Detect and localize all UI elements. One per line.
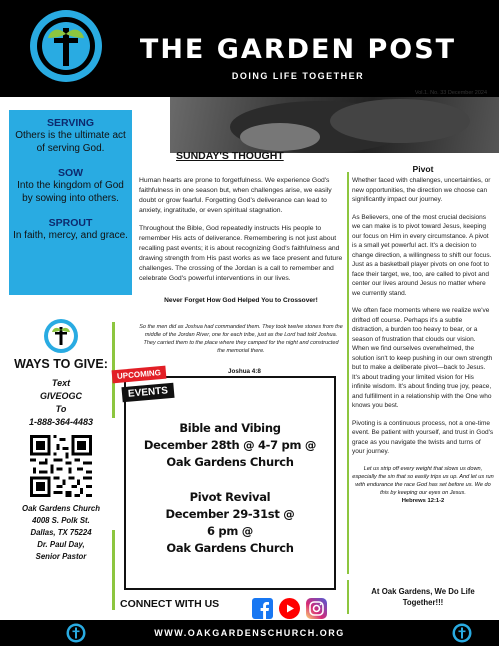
praying-hands-photo [170, 97, 499, 153]
newsletter-tagline: DOING LIFE TOGETHER [231, 71, 365, 81]
youtube-icon[interactable] [279, 598, 300, 619]
address-line: 4008 S. Polk St. [32, 516, 90, 525]
address-line: Dr. Paul Day, [37, 540, 85, 549]
event-date: December 29-31st @ [165, 507, 295, 521]
divider [347, 172, 349, 574]
give-keyword: GIVEOGC [39, 391, 82, 401]
divider [112, 530, 115, 610]
values-box [9, 110, 132, 295]
ways-to-give-section [10, 308, 112, 628]
values-text-sow: Into the kingdom of God by sowing into others. [17, 180, 124, 204]
event-location: Oak Gardens Church [166, 541, 294, 555]
sunday-thought-highlight: Never Forget How God Helped You to Crossover! [164, 297, 318, 304]
give-text-line: Text [51, 378, 71, 388]
values-heading-sow: SOW [57, 167, 84, 179]
event-time: 6 pm @ [207, 524, 253, 538]
article-paragraph: Throughout the Bible, God repeatedly instructs His people to remember His acts of deliverance. Remembering is not just about recalling past events; it is about recognizing God's faithfulness and drawing strength from His past works as we face present and future challenges. The crossing of the Jordan is a call to remember and celebrate God's powerful interventions in our lives. [139, 225, 343, 282]
scripture-reference: Joshua 4:8 [228, 368, 261, 375]
divider [347, 580, 349, 614]
give-phone[interactable]: 1-888-364-4483 [28, 417, 94, 427]
church-logo-icon [452, 623, 472, 643]
upcoming-badge: UPCOMING [112, 366, 167, 384]
article-paragraph: As Believers, one of the most crucial decisions we can make is to pivot toward Jesus, keeping our focus on Him in every circumstance. A pivot is a small yet powerful act. It's a decision to change direction, a willingness to shift our focus. Just as a basketball player pivots on one foot to face their target, we, too, are called to pivot and center our lives around Jesus no matter where we currently stand. [352, 213, 492, 297]
event-title: Bible and Vibing [179, 421, 281, 435]
qr-code-icon[interactable] [30, 435, 92, 497]
give-text-line: To [55, 404, 67, 414]
address-line: Dallas, TX 75224 [30, 528, 92, 537]
values-text-sprout: In faith, mercy, and grace. [13, 230, 128, 241]
scripture-reference: Hebrews 12:1-2 [401, 497, 445, 504]
event-pivot-revival [126, 489, 334, 557]
sunday-thought-body [139, 176, 343, 292]
website-link[interactable]: WWW.OAKGARDENSCHURCH.ORG [154, 628, 345, 638]
church-logo-icon [28, 8, 104, 84]
event-location: Oak Gardens Church [166, 455, 294, 469]
values-text-serving: Others is the ultimate act of serving God. [15, 130, 126, 154]
pivot-article [352, 164, 494, 504]
give-title: WAYS TO GIVE: [14, 357, 108, 371]
closing-message: At Oak Gardens, We Do Life Together!!! [371, 587, 475, 607]
events-box [124, 376, 336, 590]
article-paragraph: Pivoting is a continuous process, not a one-time event. Be patient with yourself, and trust in God's grace as you navigate the twists and turns of your journey. [352, 419, 494, 455]
volume-info: Vol.1. No. 33 December 2024 [414, 90, 487, 96]
address-line: Oak Gardens Church [22, 504, 100, 513]
facebook-icon[interactable] [252, 598, 273, 619]
pivot-title: Pivot [412, 164, 434, 174]
values-heading-serving: SERVING [46, 117, 95, 129]
church-address [10, 503, 112, 563]
event-date: December 28th @ 4-7 pm @ [143, 438, 317, 452]
article-paragraph: We often face moments where we realize we've drifted off course. Perhaps it's a subtle distraction, a burden too heavy to bear, or a season of frustration that clouds our vision. When we find ourselves overwhelmed, the solution isn't to keep pushing in our own strength but to make a deliberate pivot—back to Jesus. It's about trading your limited vision for His infinite wisdom. It's about finding true joy, peace, and fulfillment in a relationship with the One who knows you best. [352, 307, 493, 409]
church-logo-icon [43, 318, 79, 354]
give-instructions [10, 377, 112, 429]
events-badge: EVENTS [121, 383, 174, 402]
scripture-quote: So the men did as Joshua had commanded them. They took twelve stones from the middle of the Jordan River, one for each tribe, just as the Lord had told Joshua. They carried them to the place where they camped for the night and constructed the memorial there. [139, 324, 343, 354]
sunday-thought-title: SUNDAY'S THOUGHT [176, 150, 284, 162]
address-line: Senior Pastor [35, 552, 87, 561]
values-heading-sprout: SPROUT [48, 217, 93, 229]
article-paragraph: Whether faced with challenges, uncertainties, or new opportunities, the direction we choose can significantly impact our journey. [352, 177, 491, 203]
event-title: Pivot Revival [189, 490, 271, 504]
article-paragraph: Human hearts are prone to forgetfulness. We experience God's faithfulness in one season but, when challenges arise, we easily doubt or grow fearful. Forgetting God's deliverance can lead to anxiety, ingratitude, or even spiritual stagnation. [139, 177, 332, 214]
connect-label: CONNECT WITH US [120, 598, 220, 610]
event-bible-and-vibing [126, 420, 334, 471]
newsletter-title: THE GARDEN POST [139, 34, 457, 65]
scripture-verse: Let us strip off every weight that slows us down, especially the sin that so easily trips us up. And let us run with endurance the race God has set before us. We do this by keeping our eyes on Jesus. [352, 465, 494, 496]
instagram-icon[interactable] [306, 598, 327, 619]
